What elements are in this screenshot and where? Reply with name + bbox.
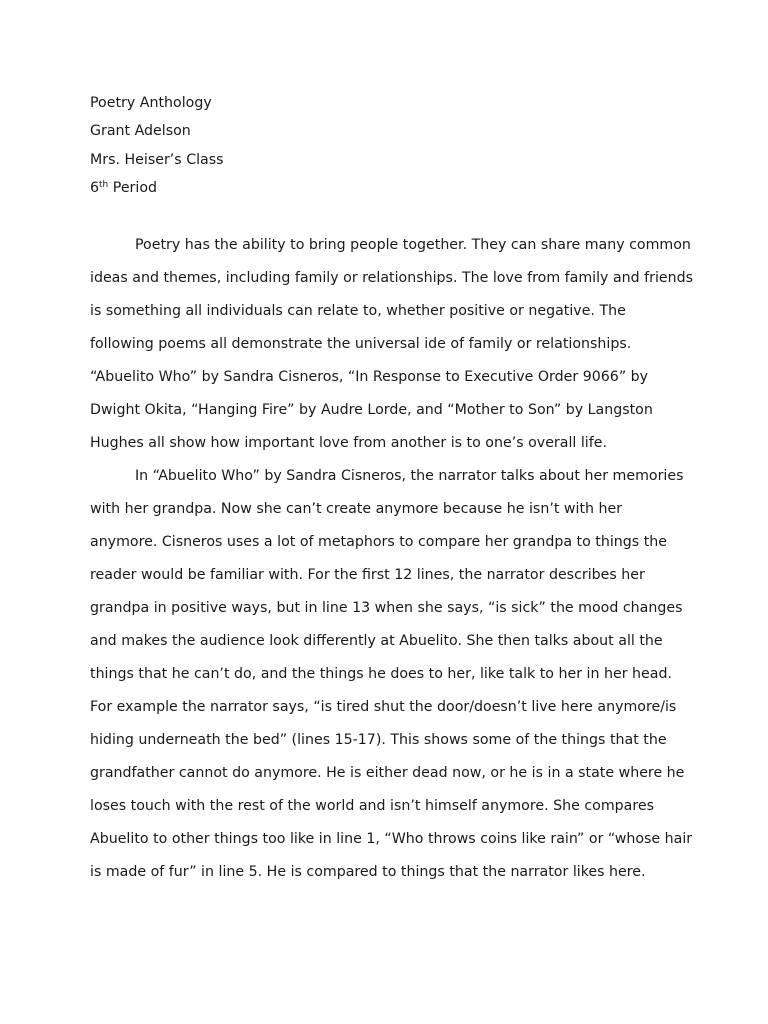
paragraph-line: and makes the audience look differently at Abuelito. She then talks about all the: [90, 633, 663, 649]
paragraph-line: For example the narrator says, “is tired shut the door/doesn’t live here anymore/is: [90, 699, 677, 715]
period-suffix: th: [99, 179, 109, 190]
period-word: Period: [108, 179, 158, 196]
paragraph-line: with her grandpa. Now she can’t create anymore because he isn’t with her: [90, 501, 623, 517]
paragraph-line: reader would be familiar with. For the first 12 lines, the narrator describes her: [90, 567, 645, 583]
paragraph-line: Abuelito to other things too like in line 1, “Who throws coins like rain” or “whose hair: [90, 831, 693, 847]
paragraph-line: ideas and themes, including family or relationships. The love from family and friends: [90, 270, 694, 286]
paragraph-abuelito: [90, 460, 693, 889]
paragraph-line: “Abuelito Who” by Sandra Cisneros, “In Response to Executive Order 9066” by: [90, 369, 649, 385]
document-heading: [90, 89, 690, 202]
paragraph-intro: [90, 229, 694, 460]
paragraph-line: Dwight Okita, “Hanging Fire” by Audre Lorde, and “Mother to Son” by Langston: [90, 402, 653, 418]
paragraph-line: is something all individuals can relate to, whether positive or negative. The: [90, 303, 626, 319]
period-number: 6: [90, 179, 100, 196]
paragraph-line: loses touch with the rest of the world and isn’t himself anymore. She compares: [90, 798, 655, 814]
paragraph-line: hiding underneath the bed” (lines 15-17). This shows some of the things that the: [90, 732, 667, 748]
paragraph-line: following poems all demonstrate the universal ide of family or relationships.: [90, 336, 632, 352]
paragraph-line: grandfather cannot do anymore. He is either dead now, or he is in a state where he: [90, 765, 685, 781]
paragraph-line: is made of fur” in line 5. He is compared to things that the narrator likes here.: [90, 864, 646, 880]
paragraph-line: grandpa in positive ways, but in line 13 when she says, “is sick” the mood changes: [90, 600, 683, 616]
paragraph-line: Hughes all show how important love from another is to one’s overall life.: [90, 435, 607, 451]
paragraph-line: things that he can’t do, and the things he does to her, like talk to her in her head.: [90, 666, 672, 682]
paragraph-line: anymore. Cisneros uses a lot of metaphors to compare her grandpa to things the: [90, 534, 667, 550]
period-line: [90, 174, 690, 202]
document-title: Poetry Anthology: [90, 95, 212, 111]
paragraph-line: Poetry has the ability to bring people together. They can share many common: [135, 237, 691, 253]
class-name: Mrs. Heiser’s Class: [90, 151, 224, 168]
document-body: [90, 229, 694, 889]
author-name: Grant Adelson: [90, 123, 191, 140]
paragraph-line: In “Abuelito Who” by Sandra Cisneros, the narrator talks about her memories: [135, 468, 684, 484]
